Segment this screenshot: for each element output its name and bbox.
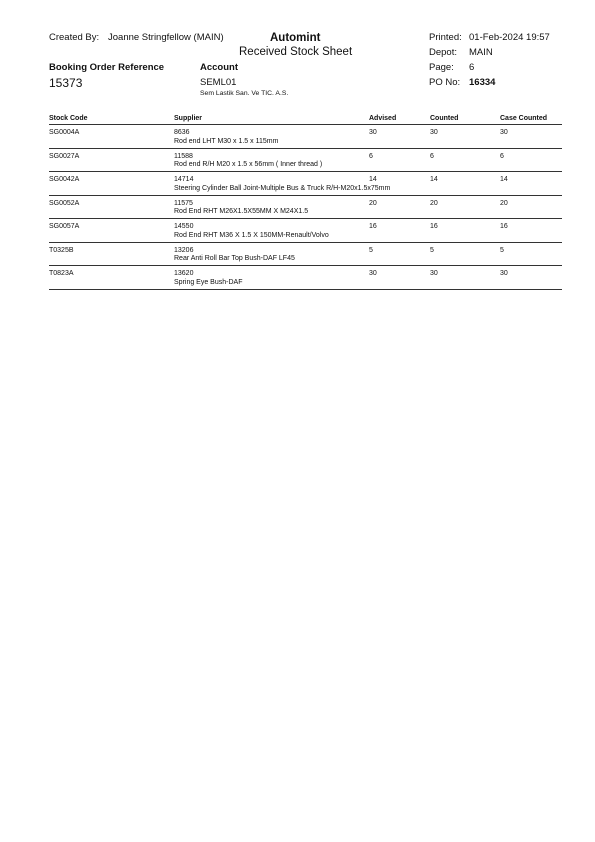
description-cell: Rear Anti Roll Bar Top Bush-DAF LF45 bbox=[174, 255, 295, 262]
counted-cell: 5 bbox=[430, 246, 434, 254]
counted-cell: 20 bbox=[430, 199, 438, 207]
stock-code-cell: SG0004A bbox=[49, 129, 80, 136]
advised-cell: 14 bbox=[369, 176, 377, 183]
description-cell: Rod End RHT M36 X 1.5 X 150MM-Renault/Volvo bbox=[174, 231, 329, 239]
supplier-cell: 11588 bbox=[174, 152, 193, 160]
row-divider bbox=[49, 265, 562, 266]
stock-code-cell: SG0042A bbox=[49, 176, 80, 183]
advised-cell: 30 bbox=[369, 129, 377, 136]
row-divider bbox=[49, 195, 562, 196]
row-divider bbox=[49, 148, 562, 149]
case-counted-cell: 6 bbox=[500, 152, 504, 160]
counted-cell: 30 bbox=[430, 129, 438, 136]
counted-cell: 6 bbox=[430, 152, 434, 160]
advised-cell: 30 bbox=[369, 270, 377, 277]
stock-code-cell: T0823A bbox=[49, 270, 74, 277]
case-counted-cell: 5 bbox=[500, 246, 504, 254]
page-label: Page: bbox=[429, 62, 454, 73]
advised-cell: 20 bbox=[369, 199, 377, 207]
stock-code-cell: SG0057A bbox=[49, 223, 80, 230]
sheet-title: Received Stock Sheet bbox=[239, 46, 353, 58]
account-name: Sem Lastik San. Ve TIC. A.S. bbox=[200, 90, 289, 97]
booking-ref-value: 15373 bbox=[49, 76, 83, 90]
supplier-cell: 8636 bbox=[174, 129, 190, 136]
col-advised: Advised bbox=[369, 115, 397, 122]
supplier-cell: 13206 bbox=[174, 246, 194, 254]
counted-cell: 16 bbox=[430, 223, 438, 230]
description-cell: Rod end LHT M30 x 1.5 x 115mm bbox=[174, 137, 279, 145]
created-by-value: Joanne Stringfellow (MAIN) bbox=[108, 32, 224, 43]
supplier-cell: 14550 bbox=[174, 223, 194, 230]
depot-label: Depot: bbox=[429, 47, 457, 58]
created-by-label: Created By: bbox=[49, 32, 100, 43]
page-value: 6 bbox=[469, 62, 475, 73]
counted-cell: 30 bbox=[430, 270, 438, 277]
supplier-cell: 14714 bbox=[174, 176, 194, 183]
depot-value: MAIN bbox=[469, 47, 493, 58]
col-supplier: Supplier bbox=[174, 115, 203, 122]
po-value: 16334 bbox=[469, 77, 496, 88]
row-divider bbox=[49, 242, 562, 243]
stock-code-cell: T0325B bbox=[49, 246, 74, 254]
row-divider bbox=[49, 171, 562, 172]
col-counted: Counted bbox=[430, 115, 459, 122]
printed-label: Printed: bbox=[429, 32, 462, 43]
case-counted-cell: 30 bbox=[500, 129, 508, 136]
company-name: Automint bbox=[270, 32, 321, 44]
case-counted-cell: 20 bbox=[500, 199, 508, 207]
description-cell: Rod end R/H M20 x 1.5 x 56mm ( Inner thread ) bbox=[174, 161, 323, 168]
description-cell: Rod End RHT M26X1.5X55MM X M24X1.5 bbox=[174, 208, 309, 215]
advised-cell: 16 bbox=[369, 223, 377, 230]
case-counted-cell: 30 bbox=[500, 270, 508, 277]
description-cell: Spring Eye Bush-DAF bbox=[174, 278, 243, 286]
col-case-counted: Case Counted bbox=[500, 115, 548, 122]
row-divider bbox=[49, 289, 562, 290]
description-cell: Steering Cylinder Ball Joint-Multiple Bus & Truck R/H-M20x1.5x75mm bbox=[174, 184, 391, 192]
counted-cell: 14 bbox=[430, 176, 438, 183]
account-label: Account bbox=[200, 62, 238, 73]
account-value: SEML01 bbox=[200, 77, 237, 88]
col-stock-code: Stock Code bbox=[49, 115, 88, 122]
advised-cell: 6 bbox=[369, 152, 373, 160]
case-counted-cell: 14 bbox=[500, 176, 508, 183]
stock-code-cell: SG0027A bbox=[49, 152, 80, 160]
supplier-cell: 11575 bbox=[174, 199, 193, 207]
header-rule bbox=[49, 124, 562, 125]
row-divider bbox=[49, 218, 562, 219]
printed-value: 01-Feb-2024 19:57 bbox=[469, 32, 550, 43]
po-label: PO No: bbox=[429, 77, 461, 88]
stock-code-cell: SG0052A bbox=[49, 199, 80, 207]
advised-cell: 5 bbox=[369, 246, 373, 254]
supplier-cell: 13620 bbox=[174, 270, 194, 277]
case-counted-cell: 16 bbox=[500, 223, 508, 230]
booking-ref-label: Booking Order Reference bbox=[49, 62, 165, 73]
